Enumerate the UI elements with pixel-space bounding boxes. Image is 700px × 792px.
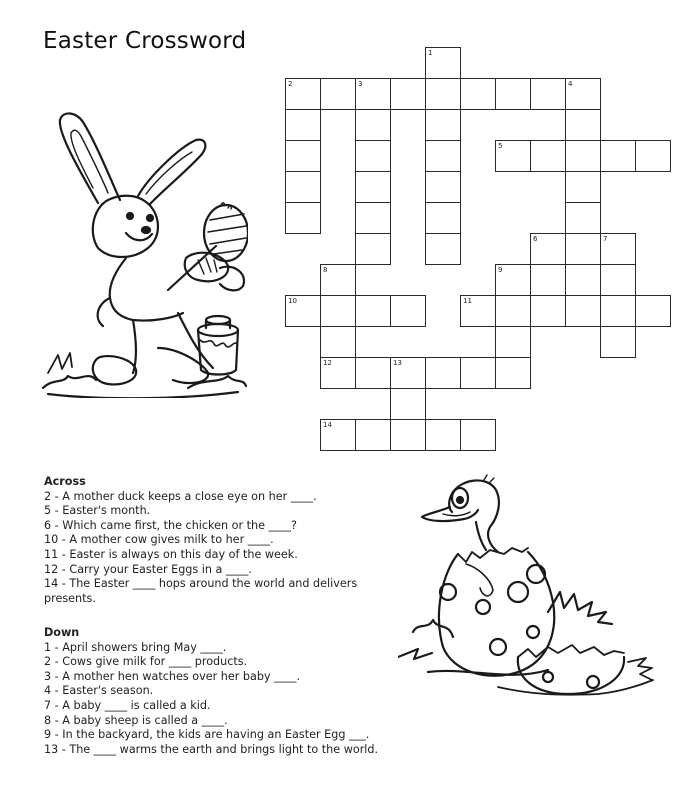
across-clue: 14 - The Easter ____ hops around the world and delivers presents. [44, 577, 358, 605]
clue-number: 7 [603, 235, 608, 243]
down-clue: 3 - A mother hen watches over her baby ____. [44, 669, 301, 683]
crossword-cell[interactable] [530, 264, 566, 296]
across-clue: 11 - Easter is always on this day of the week. [44, 547, 298, 561]
crossword-cell[interactable] [495, 140, 531, 172]
clue-number: 3 [358, 80, 363, 88]
down-heading: Down [44, 626, 80, 639]
crossword-cell[interactable] [460, 78, 496, 110]
down-clue: 1 - April showers bring May ____. [44, 640, 227, 654]
crossword-cell[interactable] [355, 140, 391, 172]
crossword-cell[interactable] [355, 419, 391, 451]
crossword-cell[interactable] [565, 295, 601, 327]
clue-number: 6 [533, 235, 538, 243]
crossword-cell[interactable] [390, 419, 426, 451]
bunny-illustration [38, 108, 248, 398]
crossword-cell[interactable] [285, 171, 321, 203]
crossword-cell[interactable] [600, 140, 636, 172]
down-clues [44, 626, 378, 757]
crossword-cell[interactable] [355, 295, 391, 327]
crossword-cell[interactable] [530, 295, 566, 327]
crossword-cell[interactable] [320, 419, 356, 451]
clue-number: 9 [498, 266, 503, 274]
crossword-cell[interactable] [600, 233, 636, 265]
crossword-cell[interactable] [285, 78, 321, 110]
crossword-cell[interactable] [320, 326, 356, 358]
across-clues [44, 475, 364, 606]
crossword-cell[interactable] [425, 140, 461, 172]
crossword-cell[interactable] [460, 419, 496, 451]
crossword-cell[interactable] [600, 264, 636, 296]
crossword-cell[interactable] [320, 357, 356, 389]
crossword-cell[interactable] [355, 171, 391, 203]
across-clue: 2 - A mother duck keeps a close eye on her ____. [44, 489, 317, 503]
clue-number: 2 [288, 80, 293, 88]
clue-number: 12 [323, 359, 332, 367]
crossword-cell[interactable] [390, 78, 426, 110]
crossword-cell[interactable] [355, 357, 391, 389]
across-clue: 6 - Which came first, the chicken or the ____? [44, 518, 297, 532]
page-title: Easter Crossword [43, 28, 247, 54]
crossword-cell[interactable] [565, 202, 601, 234]
clue-number: 1 [428, 49, 433, 57]
across-heading: Across [44, 475, 86, 488]
crossword-cell[interactable] [600, 295, 636, 327]
crossword-cell[interactable] [320, 78, 356, 110]
crossword-cell[interactable] [565, 109, 601, 141]
crossword-cell[interactable] [425, 419, 461, 451]
clue-number: 5 [498, 142, 503, 150]
crossword-cell[interactable] [320, 264, 356, 296]
crossword-cell[interactable] [530, 140, 566, 172]
clue-number: 8 [323, 266, 328, 274]
crossword-cell[interactable] [390, 295, 426, 327]
down-clue: 9 - In the backyard, the kids are having an Easter Egg ___. [44, 728, 370, 742]
crossword-cell[interactable] [495, 264, 531, 296]
down-clue: 4 - Easter's season. [44, 684, 154, 698]
down-clue: 7 - A baby ____ is called a kid. [44, 698, 211, 712]
crossword-cell[interactable] [355, 109, 391, 141]
duckling-illustration [398, 472, 663, 697]
crossword-cell[interactable] [285, 202, 321, 234]
crossword-cell[interactable] [460, 295, 496, 327]
crossword-cell[interactable] [565, 171, 601, 203]
crossword-cell[interactable] [565, 78, 601, 110]
across-clue: 10 - A mother cow gives milk to her ____. [44, 533, 274, 547]
crossword-cell[interactable] [495, 357, 531, 389]
crossword-cell[interactable] [530, 233, 566, 265]
crossword-cell[interactable] [355, 202, 391, 234]
crossword-cell[interactable] [285, 295, 321, 327]
crossword-cell[interactable] [565, 264, 601, 296]
crossword-cell[interactable] [425, 78, 461, 110]
clue-number: 11 [463, 297, 472, 305]
crossword-cell[interactable] [460, 357, 496, 389]
crossword-cell[interactable] [600, 326, 636, 358]
crossword-cell[interactable] [565, 140, 601, 172]
crossword-cell[interactable] [320, 295, 356, 327]
crossword-cell[interactable] [285, 109, 321, 141]
crossword-cell[interactable] [495, 78, 531, 110]
down-clue: 8 - A baby sheep is called a ____. [44, 713, 228, 727]
crossword-cell[interactable] [390, 388, 426, 420]
across-clue: 5 - Easter's month. [44, 504, 151, 518]
down-clue: 13 - The ____ warms the earth and brings light to the world. [44, 742, 379, 756]
crossword-cell[interactable] [355, 78, 391, 110]
down-clue: 2 - Cows give milk for ____ products. [44, 655, 248, 669]
crossword-cell[interactable] [425, 233, 461, 265]
crossword-cell[interactable] [425, 171, 461, 203]
crossword-cell[interactable] [635, 140, 671, 172]
crossword-cell[interactable] [425, 47, 461, 79]
crossword-cell[interactable] [495, 295, 531, 327]
crossword-cell[interactable] [495, 326, 531, 358]
clue-number: 13 [393, 359, 402, 367]
crossword-cell[interactable] [565, 233, 601, 265]
crossword-cell[interactable] [390, 357, 426, 389]
crossword-cell[interactable] [425, 202, 461, 234]
clue-number: 14 [323, 421, 332, 429]
crossword-cell[interactable] [425, 109, 461, 141]
crossword-cell[interactable] [355, 233, 391, 265]
clue-number: 4 [568, 80, 573, 88]
crossword-cell[interactable] [530, 78, 566, 110]
crossword-cell[interactable] [425, 357, 461, 389]
crossword-cell[interactable] [635, 295, 671, 327]
across-clue: 12 - Carry your Easter Eggs in a ____. [44, 562, 252, 576]
crossword-cell[interactable] [285, 140, 321, 172]
clue-number: 10 [288, 297, 297, 305]
